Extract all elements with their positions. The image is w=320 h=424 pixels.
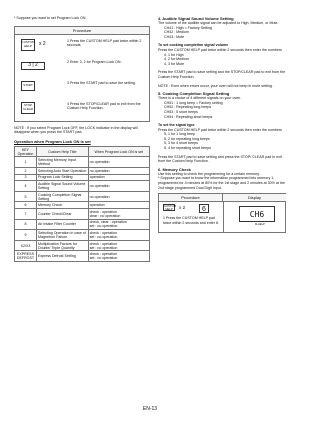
title-cell: Air Intake Filter Counter	[36, 219, 88, 230]
paragraph: Press the START pad to save setting and the STOP/CLEAR pad to exit from the Custom Help Function.	[158, 70, 286, 79]
key-cell: 5	[15, 191, 37, 202]
section-6-title: 6. Memory Check	[158, 166, 191, 172]
operation-cell: check : operation set : no operation	[88, 230, 149, 241]
paragraph: Press the CUSTOM HELP pad twice within 2 seconds then enter the numbers	[158, 127, 282, 132]
title-cell: Selecting Operation in case of Magnetron Failure	[36, 230, 88, 241]
step-text: 4 Press the STOP/CLEAR pad to exit from the Custom Help Function.	[67, 101, 141, 111]
title-cell: Selecting Memory Input Method	[36, 157, 88, 168]
title-cell: Memory Check	[36, 202, 88, 209]
procedure-step-2	[15, 58, 149, 78]
step-multiplier: x 2	[39, 40, 46, 47]
table-row	[15, 202, 150, 209]
option-line: CH42 : Medium	[164, 30, 189, 35]
left-column	[14, 16, 150, 262]
number-line: 5, 4 for repeating short beeps	[164, 146, 211, 151]
step-text: 1 Press the CUSTOM HELP pad twice within 2 seconds and enter 6.	[163, 216, 219, 225]
page-number: EN-13	[142, 406, 158, 412]
operation-cell: check : operation set : no operation	[88, 240, 149, 251]
stop-clear-pad-icon: STOP CLEAR	[21, 102, 35, 114]
option-line: CH54 : Repeating short beeps	[164, 114, 213, 119]
number-line: 4, 2 for Medium	[164, 57, 189, 62]
note-text: NOTE : If you select Program Lock OFF, the LOCK indicator in the display will disappear when you press the START pad.	[14, 125, 138, 135]
key-cell: 1	[15, 157, 37, 168]
key-cell: 3	[15, 174, 37, 181]
key-cell: 8	[15, 219, 37, 230]
step-text: 3 Press the START pad to save the setting.	[67, 80, 136, 85]
step-multiplier: x 2	[179, 205, 186, 211]
option-line: CH53 : 5 short beeps	[164, 109, 198, 114]
operation-cell: check, clear : operation set : no operation	[88, 219, 149, 230]
procedure-step-1	[15, 37, 149, 57]
key-cell: 9	[15, 230, 37, 241]
key-cell: 6	[15, 202, 37, 209]
table-header-row	[15, 146, 150, 157]
example-text: * Suppose you want to know the information programmed into memory 1, programmed for 4 minutes at 80% for the 1st stage and 2 minutes at 30% at the 2nd stage programmed Dual Digit Input.	[158, 176, 285, 190]
table-row	[15, 219, 150, 230]
title-cell: Express Defrost Setting	[36, 251, 88, 262]
number-pad-icon: 6	[199, 204, 209, 213]
operation-cell: no operation	[88, 181, 149, 192]
oven-display: CH6	[239, 206, 275, 222]
custom-help-pad-icon: CUSTOM HELP	[21, 39, 35, 51]
operation-cell: check : operation clear : no operation	[88, 208, 149, 219]
operation-cell: no operation	[88, 167, 149, 174]
operation-cell: no operation	[88, 157, 149, 168]
memory-check-procedure-box	[158, 193, 286, 233]
title-cell: Audible Signal Sound Volume Setting	[36, 181, 88, 192]
paragraph: Press the START pad to save setting and press the STOP/ CLEAR pad to exit from the Custom Help Function.	[158, 154, 282, 164]
number-line: 4, 1 for High	[164, 52, 184, 57]
table-row	[15, 157, 150, 168]
procedure-header: Procedure	[159, 194, 223, 202]
table-body	[15, 157, 150, 262]
operation-cell: no operation	[88, 191, 149, 202]
table-row	[15, 167, 150, 174]
table-row	[15, 251, 150, 262]
key-cell: EXPRESS DEFROST	[15, 251, 37, 262]
display-indicator: M-HELP	[255, 223, 265, 227]
number-line: 5, 1 for 1 long beep	[164, 132, 195, 137]
title-cell: Program Lock Setting	[36, 174, 88, 181]
title-cell: Multiplication Factors for Double/ Triple Quantity	[36, 240, 88, 251]
section-5-paragraph: There is a choice of 4 different signals on your oven.	[158, 96, 242, 101]
note-text: NOTE : Even when errors occur, your oven will not beep in mute setting.	[158, 83, 273, 88]
custom-help-pad-icon: CUSTOM HELP	[164, 204, 177, 212]
number-line: 5, 3 for 4 short beeps	[164, 141, 198, 146]
intro-text: * Suppose you want to set Program Lock ON.	[14, 16, 87, 20]
table-row	[15, 181, 150, 192]
procedure-step-4	[15, 100, 149, 120]
operation-cell: operation	[88, 174, 149, 181]
operation-cell: operation	[88, 202, 149, 209]
operation-cell: check : operation set : no operation	[88, 251, 149, 262]
section-5-title: 5. Cooking Completion Signal Setting	[158, 91, 230, 97]
option-line: CH51 : 1 long beep = Factory setting	[164, 100, 223, 105]
table-row	[15, 240, 150, 251]
start-pad-icon: START	[21, 81, 35, 91]
subheading: To set the signal type	[158, 123, 195, 128]
key-cell: 4	[15, 181, 37, 192]
table-row	[15, 208, 150, 219]
key-cell: 7	[15, 208, 37, 219]
key-cell: 2	[15, 167, 37, 174]
section-4-paragraph: The volume of the audible signal can be adjusted to High, Medium, or Mute.	[158, 21, 279, 25]
right-column	[158, 16, 286, 233]
number-line: 4, 3 for Mute	[164, 61, 185, 66]
program-lock-table	[14, 146, 150, 262]
table-row	[15, 230, 150, 241]
option-line: CH41 : High = Factory Setting	[164, 25, 212, 30]
step-text: 1 Press the CUSTOM HELP pad twice within 2 seconds.	[67, 38, 142, 48]
number-pad-icon: 3 | 2	[21, 62, 45, 70]
number-line: 5, 2 for repeating long beeps	[164, 136, 210, 141]
key-cell: X2/X3	[15, 240, 37, 251]
title-cell: Selecting Auto Start Operation	[37, 168, 87, 173]
subheading: To set cooking completion signal volume	[158, 43, 229, 48]
table-header: When Program Lock ON is set	[88, 146, 149, 157]
procedure-header: Procedure	[15, 27, 149, 35]
step-text: 2 Enter 3, 2 for Program Lock ON.	[67, 59, 122, 64]
table-header: Custom Help Title	[36, 146, 88, 157]
procedure-box	[14, 26, 150, 122]
title-cell: Counter Check/Clear	[36, 208, 88, 219]
title-cell: Cooking Completion Signal Setting	[36, 191, 88, 202]
paragraph: Press the CUSTOM HELP pad twice within 2 seconds then enter the numbers	[158, 47, 282, 52]
table-row	[15, 174, 150, 181]
operation-title: Operation when Program Lock ON is set	[14, 138, 91, 144]
option-line: CH52 : Repeating long beeps	[164, 105, 212, 110]
procedure-step-3	[15, 79, 149, 99]
display-header: Display	[223, 194, 286, 202]
table-row	[15, 191, 150, 202]
table-header: KEY Operation	[15, 146, 37, 157]
section-6-paragraph: Use this setting to check the programming for a certain memory.	[158, 171, 260, 176]
section-4-title: 4. Audible Signal Sound Volume Setting	[158, 16, 234, 21]
option-line: CH43 : Mute	[164, 34, 185, 39]
